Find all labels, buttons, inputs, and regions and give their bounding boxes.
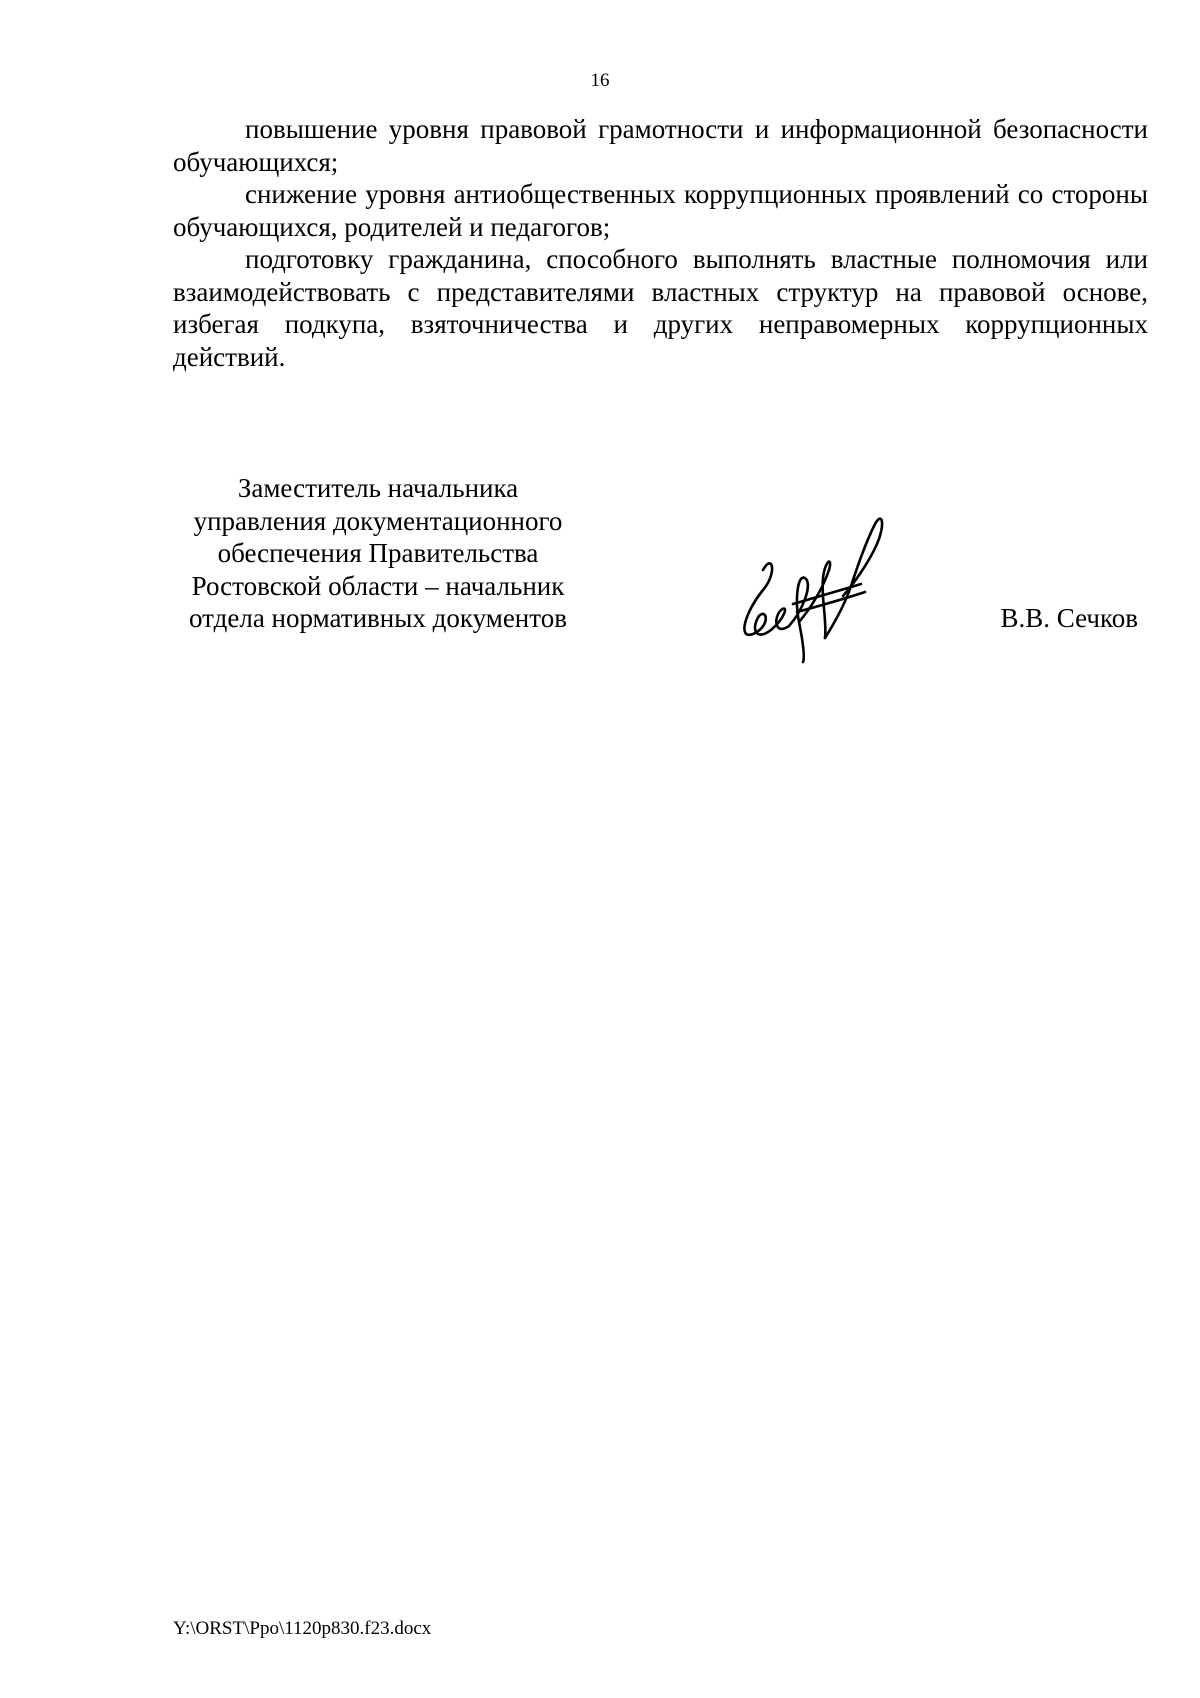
- paragraph-citizen-preparation: подготовку гражданина, способного выполнять властные полномочия или взаимодействовать с представителями властных структур на правовой основе, избегая подкупа, взяточничества и других неправомерных коррупционных действий.: [173, 244, 1148, 372]
- paragraph-reduce-corruption: снижение уровня антиобщественных коррупционных проявлений со стороны обучающихся, родителей и педагогов;: [173, 179, 1148, 242]
- signer-position-line: отдела нормативных документов: [189, 603, 567, 633]
- signer-position-line: управления документационного: [193, 505, 563, 536]
- page-number: 16: [590, 70, 610, 91]
- body-text: [173, 113, 1148, 373]
- signer-position: [173, 472, 583, 635]
- footer-file-path: Y:\ORST\Ppo\1120p830.f23.docx: [173, 1618, 432, 1639]
- signer-position-line: Ростовской области – начальник: [191, 570, 565, 601]
- paragraph-legal-literacy: повышение уровня правовой грамотности и информационной безопасности обучающихся;: [173, 114, 1148, 177]
- signer-position-line: Заместитель начальника: [237, 473, 519, 503]
- signer-name: В.В. Сечков: [1000, 603, 1138, 633]
- signer-position-line: обеспечения Правительства: [217, 538, 539, 568]
- handwritten-signature: [733, 512, 893, 667]
- signature-block: [173, 472, 1148, 672]
